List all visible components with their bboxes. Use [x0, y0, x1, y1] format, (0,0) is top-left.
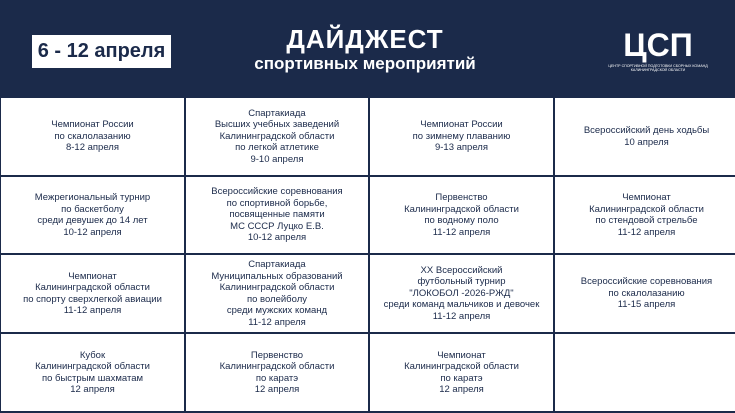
events-grid [0, 98, 735, 413]
event-cell: Чемпионат Калининградской области по спорту сверхлегкой авиации 11-12 апреля [1, 255, 184, 332]
event-cell: Первенство Калининградской области по водному поло 11-12 апреля [370, 177, 553, 253]
event-cell: Кубок Калининградской области по быстрым шахматам 12 апреля [1, 334, 184, 411]
event-cell: Спартакиада Высших учебных заведений Калининградской области по легкой атлетике 9-10 апреля [186, 98, 368, 175]
logo [608, 28, 708, 83]
header [0, 0, 735, 98]
event-cell: Чемпионат России по зимнему плаванию 9-13 апреля [370, 98, 553, 175]
logo-text: ЦСП [623, 27, 693, 63]
event-cell: Чемпионат Калининградской области по стендовой стрельбе 11-12 апреля [555, 177, 735, 253]
page-title: ДАЙДЖЕСТ [286, 24, 444, 54]
event-cell: XX Всероссийский футбольный турнир "ЛОКОБОЛ -2026-РЖД" среди команд мальчиков и девочек 11-12 апреля [370, 255, 553, 332]
page-subtitle: спортивных мероприятий [254, 54, 476, 73]
event-cell: Межрегиональный турнир по баскетболу среди девушек до 14 лет 10-12 апреля [1, 177, 184, 253]
event-cell: Всероссийский день ходьбы 10 апреля [555, 98, 735, 175]
date-badge: 6 - 12 апреля [32, 35, 171, 68]
logo-subtext: ЦЕНТР СПОРТИВНОЙ ПОДГОТОВКИ СБОРНЫХ КОМАНД КАЛИНИНГРАДСКОЙ ОБЛАСТИ [608, 64, 708, 73]
event-cell: Чемпионат России по скалолазанию 8-12 апреля [1, 98, 184, 175]
event-cell: Всероссийские соревнования по спортивной борьбе, посвященные памяти МС СССР Луцко Е.В. 10-12 апреля [186, 177, 368, 253]
event-cell: Всероссийские соревнования по скалолазанию 11-15 апреля [555, 255, 735, 332]
event-cell: Первенство Калининградской области по каратэ 12 апреля [186, 334, 368, 411]
event-cell: Спартакиада Муниципальных образований Калининградской области по волейболу среди мужских команд 11-12 апреля [186, 255, 368, 332]
empty-cell [555, 334, 735, 411]
event-cell: Чемпионат Калининградской области по каратэ 12 апреля [370, 334, 553, 411]
